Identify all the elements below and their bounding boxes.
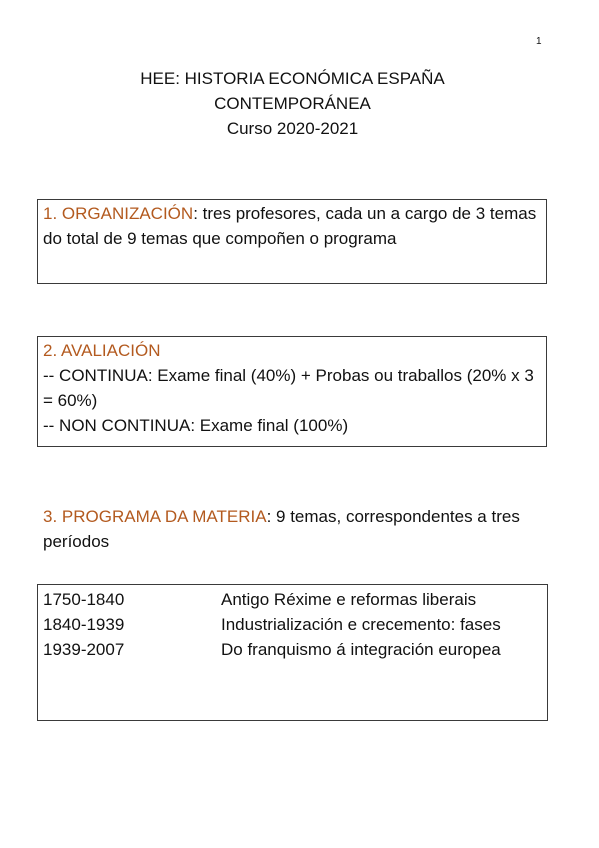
- page-number: 1: [536, 36, 542, 47]
- period-years: 1840-1939: [43, 615, 125, 634]
- document-header: [0, 66, 585, 141]
- period-years: 1750-1840: [43, 590, 125, 609]
- document-title-line-1: HEE: HISTORIA ECONÓMICA ESPAÑA: [140, 69, 445, 88]
- programa-section: [43, 504, 553, 554]
- organizacion-text: : tres profesores, cada un a cargo de 3 temas do total de 9 temas que compoñen o programa: [43, 204, 537, 248]
- table-row: [43, 612, 542, 637]
- organizacion-heading: 1. ORGANIZACIÓN: [43, 204, 194, 223]
- avaliacion-box: [37, 336, 547, 447]
- period-description: Industrialización e crecemento: fases: [221, 615, 501, 634]
- periods-table: [37, 584, 548, 721]
- table-row: [43, 637, 542, 662]
- programa-heading: 3. PROGRAMA DA MATERIA: [43, 507, 267, 526]
- period-description: Antigo Réxime e reformas liberais: [221, 590, 477, 609]
- course-year: Curso 2020-2021: [226, 119, 359, 138]
- organizacion-box: [37, 199, 547, 284]
- avaliacion-non-continua: -- NON CONTINUA: Exame final (100%): [43, 416, 349, 435]
- document-title-line-2: CONTEMPORÁNEA: [214, 94, 371, 113]
- avaliacion-heading: 2. AVALIACIÓN: [43, 341, 161, 360]
- avaliacion-continua: -- CONTINUA: Exame final (40%) + Probas ou traballos (20% x 3 = 60%): [43, 366, 534, 410]
- table-row: [43, 587, 542, 612]
- programa-text: : 9 temas, correspondentes a tres períodos: [43, 507, 520, 551]
- period-years: 1939-2007: [43, 640, 125, 659]
- period-description: Do franquismo á integración europea: [221, 640, 501, 659]
